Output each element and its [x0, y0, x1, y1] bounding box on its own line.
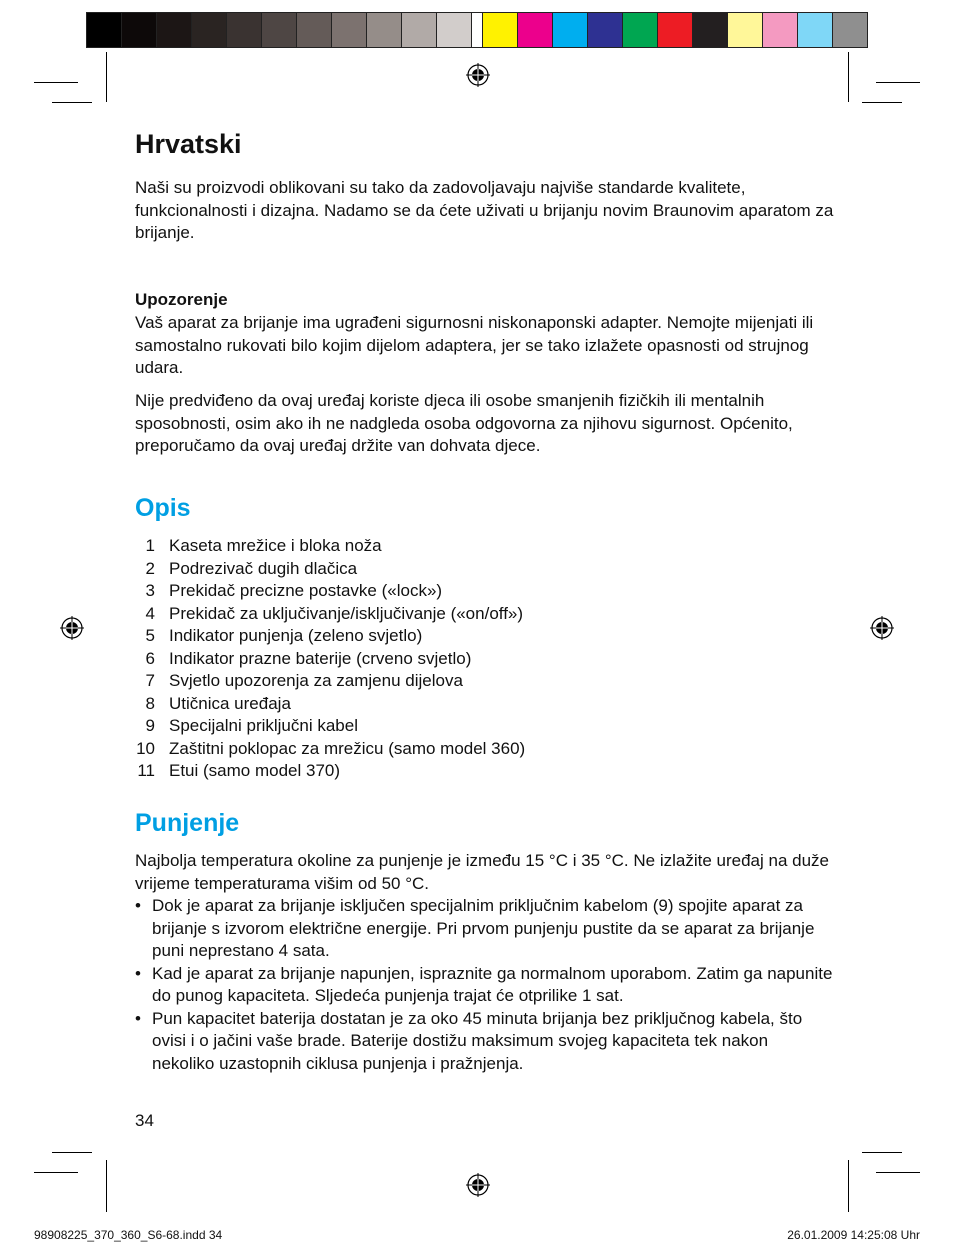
bullet-item: • Kad je aparat za brijanje napunjen, ispraznite ga normalnom uporabom. Zatim ga napunite do punog kapaciteta. Sljedeća punjenja trajat će otprilike 1 sat.: [135, 963, 835, 1008]
list-item: [135, 603, 835, 626]
list-item: [135, 558, 835, 581]
list-item-number: 1: [145, 536, 155, 555]
color-swatch: [658, 13, 693, 47]
color-swatch: [588, 13, 623, 47]
list-item-text: Prekidač za uključivanje/isključivanje («on/off»): [169, 603, 524, 623]
list-item: [135, 648, 835, 671]
list-item-text: Indikator punjenja (zeleno svjetlo): [169, 626, 423, 645]
color-swatch: [483, 13, 518, 47]
list-item-number: 8: [145, 693, 155, 713]
page-number: 34: [135, 1111, 154, 1130]
crop-mark: [34, 82, 78, 83]
warning-paragraph: Vaš aparat za brijanje ima ugrađeni sigurnosni niskonaponski adapter. Nemojte mijenjati ili samostalno rukovati bilo kojim dijelom adaptera, jer se tako izlažete opasnosti od strujnog udara.: [135, 313, 814, 377]
bullet-item: • Dok je aparat za brijanje isključen specijalnim priključnim kabelom (9) spojite aparat za brijanje s izvorom električne energije. Pri prvom punjenju pustite da se aparat za brijanje puni neprestano 4 sata.: [135, 895, 835, 963]
color-swatch: [297, 13, 332, 47]
crop-mark: [106, 1160, 107, 1212]
color-swatch: [332, 13, 367, 47]
crop-mark: [34, 1172, 78, 1173]
list-item-text: Prekidač precizne postavke («lock»): [169, 581, 443, 600]
list-item-text: Specijalni priključni kabel: [169, 716, 358, 735]
crop-mark: [862, 1152, 902, 1153]
list-item: [135, 625, 835, 648]
color-swatch: [553, 13, 588, 47]
color-swatch: [798, 13, 833, 47]
list-item-number: 10: [136, 738, 155, 758]
crop-mark: [876, 1172, 920, 1173]
list-item: [135, 670, 835, 693]
color-swatch: [262, 13, 297, 47]
color-swatch: [227, 13, 262, 47]
registration-target-icon: [466, 63, 490, 87]
color-swatch: [693, 13, 728, 47]
file-slug: 98908225_370_360_S6-68.indd 34: [34, 1228, 223, 1242]
color-swatch: [402, 13, 437, 47]
list-item-number: 11: [137, 761, 155, 780]
list-item-number: 3: [145, 581, 155, 600]
color-swatch: [437, 13, 472, 47]
registration-target-icon: [60, 616, 84, 640]
section-heading-opis: Opis: [135, 494, 191, 522]
color-swatch: [367, 13, 402, 47]
color-swatch: [728, 13, 763, 47]
grayscale-calibration-bar: [86, 12, 507, 48]
crop-mark: [848, 1160, 849, 1212]
crop-mark: [52, 102, 92, 103]
list-item: [135, 715, 835, 738]
color-swatch: [157, 13, 192, 47]
list-item-text: Svjetlo upozorenja za zamjenu dijelova: [169, 671, 463, 690]
color-swatch: [763, 13, 798, 47]
color-swatch: [192, 13, 227, 47]
list-item-text: Kaseta mrežice i bloka noža: [169, 536, 382, 555]
color-swatch: [833, 13, 867, 47]
list-item-number: 9: [145, 716, 155, 735]
section-heading-punjenje: Punjenje: [135, 809, 240, 837]
registration-target-icon: [870, 616, 894, 640]
list-item: [135, 693, 835, 716]
list-item-number: 6: [145, 648, 155, 668]
registration-target-icon: [466, 1173, 490, 1197]
list-item-text: Utičnica uređaja: [169, 693, 291, 713]
page-title: Hrvatski: [135, 129, 242, 159]
bullet-item: • Pun kapacitet baterija dostatan je za oko 45 minuta brijanja bez priključnog kabela, što ovisi i o jačini vaše brade. Baterije dostižu maksimum svojeg kapaciteta tek nakon nekoliko uzastopnih ciklusa punjenja i pražnjenja.: [135, 1008, 835, 1076]
list-item: [135, 760, 835, 783]
list-item-text: Zaštitni poklopac za mrežicu (samo model 360): [169, 738, 526, 758]
list-item: [135, 580, 835, 603]
list-item-text: Etui (samo model 370): [169, 761, 341, 780]
crop-mark: [848, 52, 849, 102]
list-item-text: Indikator prazne baterije (crveno svjetlo): [169, 648, 472, 668]
list-item: [135, 535, 835, 558]
list-item-number: 2: [145, 558, 155, 578]
warning-heading: Upozorenje: [135, 290, 228, 309]
crop-mark: [106, 52, 107, 102]
parts-list: [135, 535, 835, 783]
list-item-number: 4: [145, 603, 155, 623]
color-swatch: [623, 13, 658, 47]
crop-mark: [52, 1152, 92, 1153]
color-calibration-bar: [482, 12, 868, 48]
list-item-number: 7: [145, 671, 155, 690]
color-swatch: [87, 13, 122, 47]
charging-bullet-list: [135, 895, 835, 1075]
list-item: [135, 738, 835, 761]
crop-mark: [876, 82, 920, 83]
list-item-text: Podrezivač dugih dlačica: [169, 558, 358, 578]
children-warning-paragraph: Nije predviđeno da ovaj uređaj koriste djeca ili osobe smanjenih fizičkih ili mentalnih sposobnosti, osim ako ih ne nadgleda osoba odgovorna za njihovu sigurnost. Općenito, preporučamo da ovaj uređaj držite van dohvata djece.: [135, 391, 793, 455]
intro-paragraph: Naši su proizvodi oblikovani su tako da zadovoljavaju najviše standarde kvalitete, funkcionalnosti i dizajna. Nadamo se da ćete uživati u brijanju novim Braunovim aparatom za brijanje.: [135, 178, 834, 242]
color-swatch: [122, 13, 157, 47]
color-swatch: [518, 13, 553, 47]
charging-intro-paragraph: Najbolja temperatura okoline za punjenje je između 15 °C i 35 °C. Ne izlažite uređaj na duže vrijeme temperaturama višim od 50 °C.: [135, 851, 829, 893]
crop-mark: [862, 102, 902, 103]
list-item-number: 5: [145, 626, 155, 645]
timestamp-slug: 26.01.2009 14:25:08 Uhr: [787, 1228, 920, 1242]
